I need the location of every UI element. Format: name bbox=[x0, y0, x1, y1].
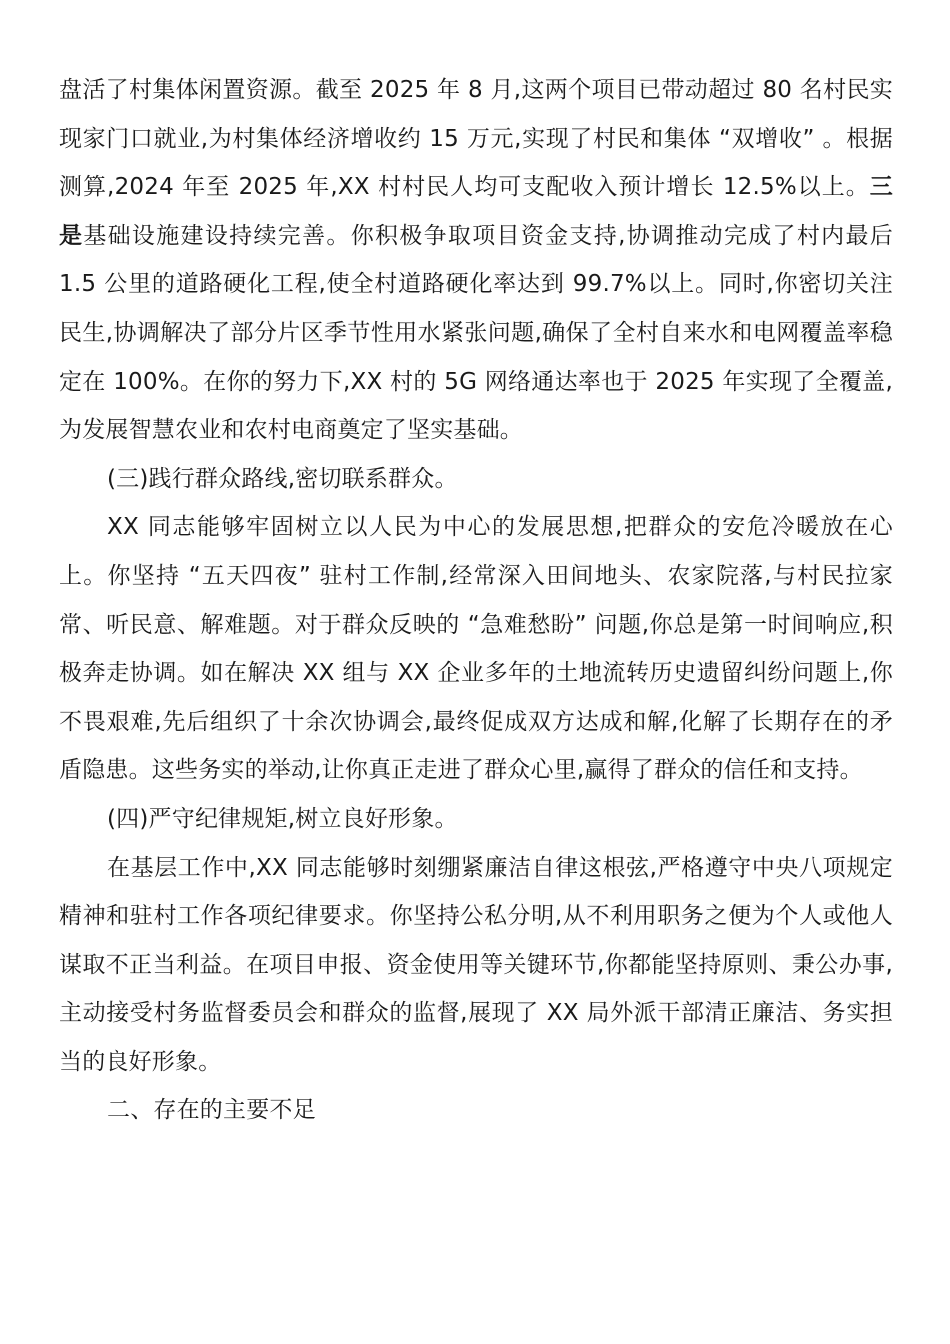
subheading-discipline: (四)严守纪律规矩,树立良好形象。 bbox=[107, 805, 458, 832]
paragraph-text: 盘活了村集体闲置资源。截至 2025 年 8 月,这两个项目已带动超过 80 名村民实现家门口就业,为村集体经济增收约 15 万元,实现了村民和集体 “双增收” 。根据测算,2024 年至 2025 年,XX 村村民人均可支配收入预计增长 12.5%以上。 bbox=[59, 77, 893, 201]
paragraph-discipline: 在基层工作中,XX 同志能够时刻绷紧廉洁自律这根弦,严格遵守中央八项规定精神和驻村工作各项纪律要求。你坚持公私分明,从不利用职务之便为个人或他人谋取不正当利益。在项目申报、资金使用等关键环节,你都能坚持原则、秉公办事,主动接受村务监督委员会和群众的监督,展现了 XX 局外派干部清正廉洁、务实担当的良好形象。 bbox=[59, 854, 893, 1075]
subheading-mass-line: (三)践行群众路线,密切联系群众。 bbox=[107, 465, 458, 492]
paragraph-achievements bbox=[59, 66, 893, 455]
paragraph-mass-line: XX 同志能够牢固树立以人民为中心的发展思想,把群众的安危冷暖放在心上。你坚持 “五天四夜” 驻村工作制,经常深入田间地头、农家院落,与村民拉家常、听民意、解难题。对于群众反映的 “急难愁盼” 问题,你总是第一时间响应,积极奔走协调。如在解决 XX 组与 XX 企业多年的土地流转历史遗留纠纷问题上,你不畏艰难,先后组织了十余次协调会,最终促成双方达成和解,化解了长期存在的矛盾隐患。这些务实的举动,让你真正走进了群众心里,赢得了群众的信任和支持。 bbox=[59, 514, 893, 784]
document-body bbox=[59, 66, 893, 1135]
paragraph-text: 基础设施建设持续完善。你积极争取项目资金支持,协调推动完成了村内最后 1.5 公里的道路硬化工程,使全村道路硬化率达到 99.7%以上。同时,你密切关注民生,协调解决了部分片区季节性用水紧张问题,确保了全村自来水和电网覆盖率稳定在 100%。在你的努力下,XX 村的 5G 网络通达率也于 2025 年实现了全覆盖,为发展智慧农业和农村电商奠定了坚实基础。 bbox=[59, 222, 893, 444]
bold-marker-third: 三是 bbox=[59, 174, 893, 249]
section-heading-shortcomings: 二、存在的主要不足 bbox=[107, 1097, 316, 1124]
